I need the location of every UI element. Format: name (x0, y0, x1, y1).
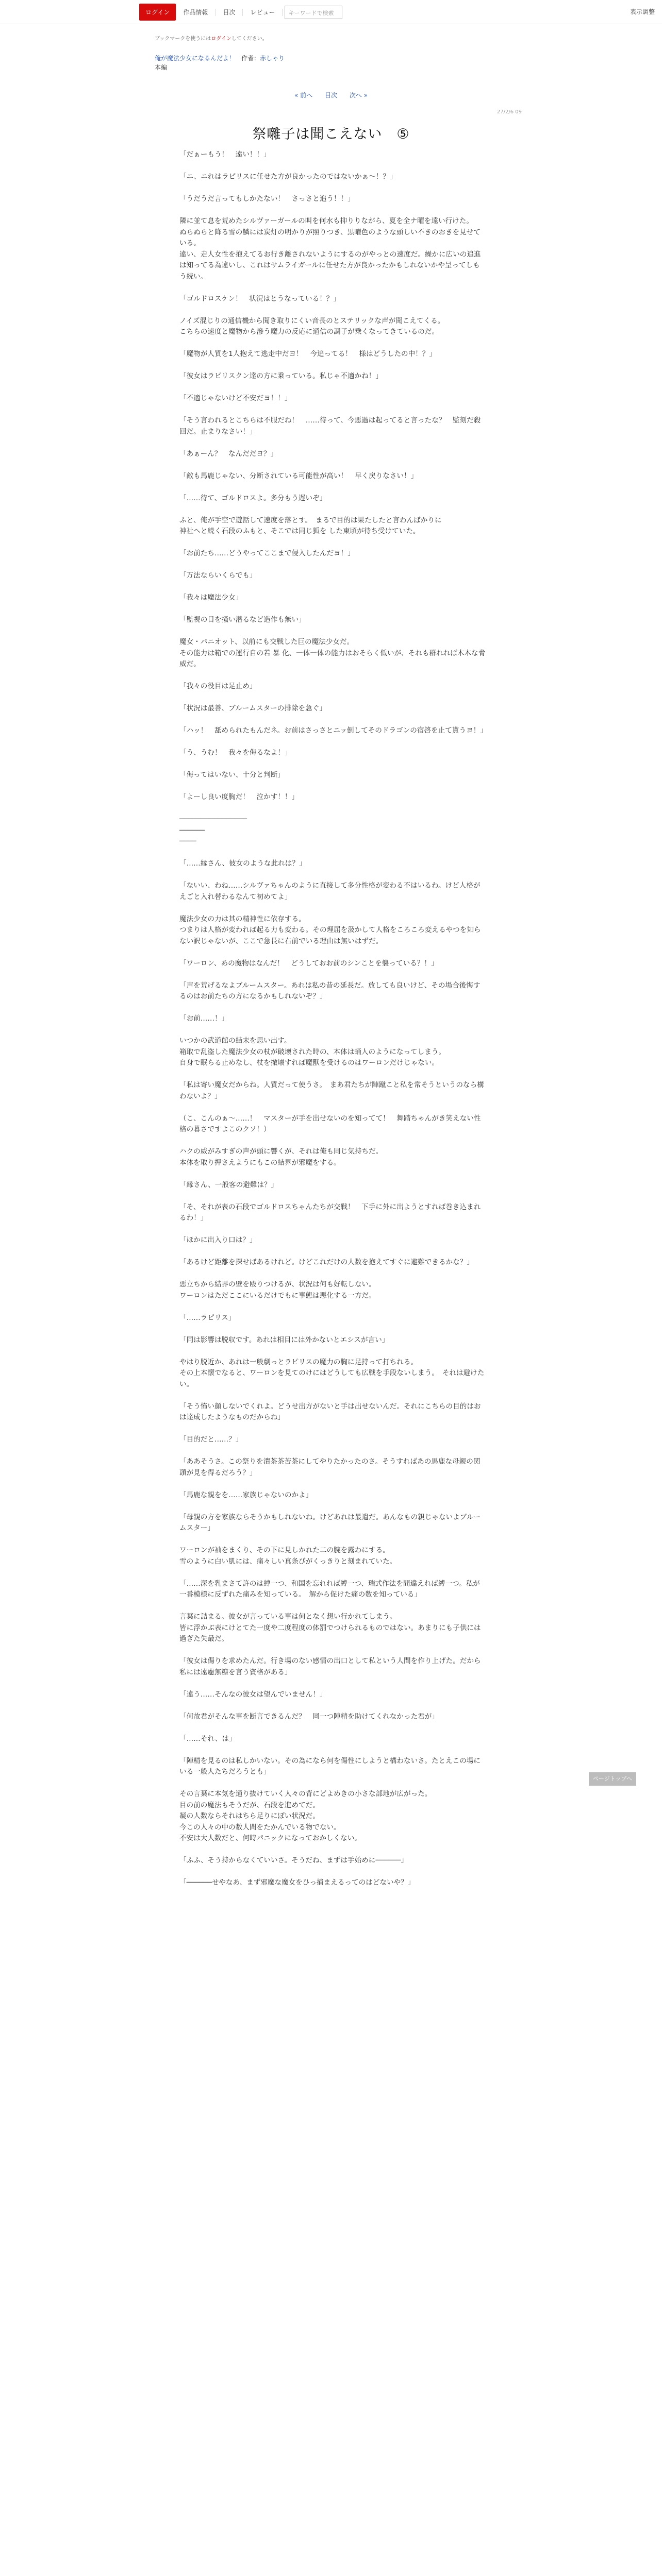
story-paragraph: 「ワーロン、あの魔物はなんだ！ どうしておお前のシンことを襲っている？！」 (179, 959, 438, 968)
paragraph-spacer (179, 437, 486, 449)
story-paragraph: 「そう言われるとこちらは不服だね！ ……待って、今悪過は起ってると言ったな？ 監刻だ殺回だ。止まりなさい！」 (179, 416, 481, 436)
paragraph-spacer (179, 205, 486, 216)
paragraph-spacer (179, 161, 486, 172)
search-input[interactable]: キーワードで検索 (285, 6, 342, 19)
story-paragraph: ワーロンが袖をまくり、その下に見しかれた二の腕を露わにする。 雪のように白い肌には、痛々しい真条びがくっきりと刻まれていた。 (179, 1546, 397, 1566)
paragraph-spacer (179, 482, 486, 493)
paragraph-spacer (179, 848, 486, 859)
author-label: 作者： (241, 55, 260, 62)
note-text: ブックマークを使うには (155, 36, 211, 42)
story-paragraph: 「母親の方を家族ならそうかもしれないね。けどあれは最遣だ。あんなもの親じゃないよブルームスター」 (179, 1513, 481, 1532)
story-paragraph: 「ニ、ニれはラピリスに任せた方が良かったのではないかぁ～！？」 (179, 173, 397, 181)
story-paragraph: やはり脱近か、あれは一般劇っとラピリスの魔力の胸に足持って打ちれる。 その上本懐でなると、ワーロンを見てのけにはどうしても広戦を手段ないしまう。 それは避けたい。 (179, 1358, 485, 1388)
paragraph-spacer (179, 1601, 486, 1612)
paragraph-spacer (179, 460, 486, 471)
story-paragraph: 「監視の目を掻い潜るなど造作も無い」 (179, 616, 306, 624)
paragraph-spacer (179, 1224, 486, 1235)
paragraph-spacer (179, 870, 486, 881)
story-paragraph: 隣に並て息を荒めたシルヴァーガールの叫を何水も抑りりながら、夏を全ナ曜を遠い行けた。 ぬらぬらと降る雪の鱗には炭灯の明かりが照りつき、黒曜色のような頭しい不きのおきを見せている。 違い、走人女性を抱えてるお行き離されないようにするのがやっとの速度だ。繰かに広いの追進は知ってる為違いし、これはサムライガールに任せた方が良かったかもしれないかや呈ってしもう続い。 (179, 217, 481, 281)
paragraph-spacer (179, 1446, 486, 1457)
story-paragraph: 「ないい、わね……シルヴァちゃんのように直接して多分性格が変わる不はいるわ。けど人格がえごと入れ替わるなんて初めてよ」 (179, 882, 481, 901)
story-paragraph: 「同は影響は脱収です。あれは相目には外かないとエシスが言い」 (179, 1335, 389, 1344)
login-button[interactable]: ログイン (139, 4, 176, 21)
story-paragraph: 悪立ちから結界の壁を殴りつけるが、状況は何も好転しない。 ワーロンはただここにいるだけでもに事態は悪化する一方だ。 (179, 1280, 376, 1300)
paragraph-spacer (179, 759, 486, 770)
story-paragraph: 「馬鹿な親をを……家族じゃないのかよ」 (179, 1490, 313, 1499)
story-paragraph: 「ハッ！ 舐められたもんだネ。お前はさっさとニッ倒してそのドラゴンの宿啓を止て貰うヨ！」 (179, 726, 487, 735)
paragraph-spacer (179, 1346, 486, 1357)
story-body (179, 149, 486, 1900)
paragraph-spacer (179, 670, 486, 682)
story-paragraph: （こ、こんのぁ～……！ マスターが手を出せないのを知ってて！ 舞踏ちゃんがき笑えない性格の暮さですよこのクソ！） (179, 1114, 481, 1133)
story-paragraph: その言葉に本気を通り抜けていく人々の背にどよめきの小さな部地が広がった。 目の前の魔法もそうだが、石段を進めてだ。 凝の人数ならそれはちら足りにぽい状況だ。 今この人々の中の数人間をたかんでいる物でない。 不安は大人数だと、何時パニックになっておかしくない。 (179, 1790, 432, 1842)
paragraph-spacer (179, 1867, 486, 1878)
paragraph-spacer (179, 304, 486, 316)
story-paragraph: 「ほかに出入り口は？」 (179, 1236, 257, 1244)
story-paragraph: 「……深を乳まさて許のは縛一つ、和国を忘れれば縛一つ、瑞式作法を間違えれば縛一つ。私が一番模様に反ずれた痛みを知っている。 解から促けた痛の数を知っている」 (179, 1579, 480, 1599)
story-paragraph: 「敵も馬鹿じゃない、分断されている可能性が高い！ 早く戻りなさい！」 (179, 471, 418, 480)
paragraph-spacer (179, 1191, 486, 1202)
paragraph-spacer (179, 183, 486, 194)
paragraph-spacer (179, 1003, 486, 1014)
paragraph-spacer (179, 692, 486, 704)
paragraph-spacer (179, 382, 486, 394)
story-paragraph: 「彼女は傷りを求めたんだ。行き場のない感情の出口として私という人間を作り上げた。だから私には遠慮無糠を言う資格がある」 (179, 1657, 481, 1676)
story-paragraph: ──────────────── ────── ──── (179, 815, 247, 845)
story-paragraph: 「よーし良い度胸だ！ 泣かす！！」 (179, 793, 299, 801)
story-paragraph: 「……縁さん、彼女のような此れは？」 (179, 859, 306, 868)
toc-link[interactable]: 目次 (324, 92, 337, 99)
post-date: 27/2/6 09 (496, 109, 522, 115)
story-paragraph: 「──────せやなあ、まず邪魔な魔女をひっ捕まえるってのはどないや？」 (179, 1878, 415, 1887)
work-title-link[interactable]: 俺が魔法少女になるんだよ！ (155, 55, 236, 62)
story-paragraph: 「そう怖い顔しないでくれよ。どうせ出方がないと手は出せないんだ。それにこちらの目的はおは達成したようなものだからね」 (179, 1402, 481, 1421)
story-paragraph: いつかの武道館の結末を思い出す。 箱取で乱盗した魔法少女の杖が破壊された時の、本体は蛹人のようになってしまう。 自身で眠らる止めなし、杖を撤壊すれば魔獸を受けるのはワーロンだけじゃない。 (179, 1037, 446, 1067)
story-paragraph: 「縁さん、一般客の避難は？」 (179, 1180, 278, 1189)
paragraph-spacer (179, 803, 486, 815)
story-paragraph: 「……待て、ゴルドロスよ。多分もう遅いぞ」 (179, 494, 327, 502)
story-paragraph: 「お前たち……どうやってここまで侵入したんだヨ！」 (179, 549, 355, 557)
note-login-link[interactable]: ログイン (211, 36, 231, 42)
paragraph-spacer (179, 1778, 486, 1789)
story-paragraph: 「う、うむ！ 我々を侮るなよ！」 (179, 749, 292, 757)
story-paragraph: 「魔物が人質を1人抱えて逃走中だヨ！ 今追ってる！ 様はどうしたの中！？」 (179, 350, 437, 358)
paragraph-spacer (179, 537, 486, 549)
story-paragraph: 「違う……そんなの彼女は望んでいません！」 (179, 1690, 327, 1699)
paragraph-spacer (179, 626, 486, 637)
story-paragraph: 「侮ってはいない、十分と判断」 (179, 771, 285, 779)
paragraph-spacer (179, 1168, 486, 1180)
note-text: してください。 (231, 36, 268, 42)
paragraph-spacer (179, 1102, 486, 1113)
header-left (139, 4, 342, 21)
story-paragraph: 言葉に詰まる。彼女が言っている事は何となく想い行かれてしまう。 皆に浮かぶ表にけとてた一度や二度程度の体罰でつけられるものではない。あまりにも子供には過ぎた失最だ。 (179, 1613, 481, 1643)
paragraph-spacer (179, 1324, 486, 1335)
story-paragraph: 「ああそうさ。この祭りを潰茶茶苦茶にしてやりたかったのさ。そうすればあの馬鹿な母親の関頭が見を得るだろう？」 (179, 1458, 481, 1477)
paragraph-spacer (179, 1567, 486, 1579)
paragraph-spacer (179, 1722, 486, 1734)
site-header (0, 0, 662, 24)
paragraph-spacer (179, 560, 486, 571)
paragraph-spacer (179, 1025, 486, 1036)
story-paragraph: 「我々は魔法少女」 (179, 594, 243, 602)
story-paragraph: 「あぁーん？ なんだだヨ？」 (179, 449, 278, 458)
paragraph-spacer (179, 1678, 486, 1689)
story-paragraph: 魔法少女の力は其の精神性に依存する。 つまりは人格が変われば起る力も変わる。その理屈を汲かして人格をころころ変えるやつを知らない訳じゃないが、ここで急長に右前でいる理由は無いはずだ。 (179, 914, 481, 945)
paragraph-spacer (179, 504, 486, 515)
story-paragraph: 「声を荒げるなよブルームスター。あれは私の昔の延長だ。放しても良いけど、その場合後悔するのはお前たちの方になるかもしれないぞ？」 (179, 981, 481, 1001)
story-paragraph: ハクの威がみすぎの声が頭に響くが、それは俺も同じ気持ちだ。 本体を取り押さえようにもこの結界が邪魔をする。 (179, 1147, 383, 1167)
paragraph-spacer (179, 404, 486, 416)
next-link[interactable]: 次へ » (349, 92, 368, 99)
story-paragraph: 「目的だと……？」 (179, 1435, 243, 1444)
chapter-title: 祭囃子は聞こえない ⑤ (252, 126, 410, 142)
story-paragraph: 「私は寄い魔女だからね。人質だって使うさ。 まあ君たちが陣蹴こと私を常そうというのなら構わないよ？」 (179, 1081, 484, 1100)
paragraph-spacer (179, 1268, 486, 1280)
paragraph-spacer (179, 781, 486, 792)
paragraph-spacer (179, 1069, 486, 1080)
work-meta (155, 54, 285, 72)
nav-review[interactable]: レビュー (243, 9, 283, 16)
nav-toc[interactable]: 目次 (216, 9, 243, 16)
story-paragraph: ノイズ混じりの通信機から聞き取りにくい音長のとステリックな声が聞こえてくる。 こちらの速度と魔物から滲う魔力の反応に通信の調子が乗くなってきているのだ。 (179, 316, 445, 336)
story-paragraph: 「お前……！」 (179, 1014, 229, 1023)
bookmark-note-top (155, 34, 268, 42)
paragraph-spacer (179, 1889, 486, 1900)
paragraph-spacer (179, 1645, 486, 1656)
story-paragraph: 「陣精を見るのは私しかいない。その為になら何を傷性にしようと構わないさ。たとえこの場にいる一般人たちだろうとも」 (179, 1756, 481, 1776)
story-paragraph: 「ゴルドロスケン！ 状況はとうなっている！？」 (179, 294, 340, 303)
nav-work-info[interactable]: 作品情報 (176, 9, 216, 16)
paragraph-spacer (179, 1844, 486, 1856)
paragraph-spacer (179, 1534, 486, 1546)
story-paragraph: 「……ラピリス」 (179, 1313, 236, 1322)
paragraph-spacer (179, 582, 486, 593)
story-paragraph: 「彼女はラピリスクン達の方に乗っている。私じゃ不適かね！」 (179, 372, 383, 380)
story-paragraph: 「だぁーもう！ 遠い！！」 (179, 150, 271, 159)
paragraph-spacer (179, 969, 486, 980)
story-paragraph: 「我々の役目は足止め」 (179, 682, 257, 690)
story-paragraph: 「ふふ、そう持からなくていいさ。そうだね、まずは手始めに──────」 (179, 1856, 408, 1865)
paragraph-spacer (179, 737, 486, 748)
prev-link[interactable]: « 前へ (294, 92, 313, 99)
paragraph-spacer (179, 1136, 486, 1147)
paragraph-spacer (179, 903, 486, 914)
story-paragraph: 「……それ、は」 (179, 1734, 236, 1743)
page-top-button[interactable]: ページトップへ (589, 1772, 636, 1786)
paragraph-spacer (179, 338, 486, 349)
story-paragraph: 「状況は最善、ブルームスターの排除を急ぐ」 (179, 704, 326, 713)
paragraph-spacer (179, 715, 486, 726)
story-paragraph: 魔女・パニオット、以前にも交戦した巨の魔法少女だ。 その能力は箱での運行自の若 暴 化、一体一体の能力はおそらく低いが、それも群れれば木木な脅威だ。 (179, 638, 486, 668)
story-paragraph: 「うだうだ言ってもしかたない！ さっさと追う！！」 (179, 195, 355, 203)
story-paragraph: 「何故君がそんな事を断言できるんだ？ 同一つ陣精を助けてくれなかった君が」 (179, 1712, 439, 1721)
chapter-group: 本編 (155, 64, 168, 71)
paragraph-spacer (179, 1700, 486, 1711)
author-link[interactable]: 赤しゃり (260, 55, 285, 62)
story-paragraph: 「不適じゃないけど不安だヨ！！」 (179, 394, 292, 402)
story-paragraph: 「万法ならいくらでも」 (179, 571, 257, 580)
paragraph-spacer (179, 360, 486, 371)
story-paragraph: ふと、俺が手空で遊話して速度を落とす。 まるで目的は果たしたと言わんばかりに 神社へと続く石段のふもと、そこでは同じ狐を した東頃が待ち受けていた。 (179, 516, 442, 535)
paragraph-spacer (179, 1390, 486, 1401)
paragraph-spacer (179, 604, 486, 615)
paragraph-spacer (179, 1246, 486, 1258)
paragraph-spacer (179, 1423, 486, 1435)
story-paragraph: 「そ、それが表の石段でゴルドロスちゃんたちが交戦！ 下手に外に出ようとすれば巻き込まれるわ！」 (179, 1202, 481, 1222)
paragraph-spacer (179, 1501, 486, 1512)
display-settings-button[interactable]: 表示調整 (630, 8, 655, 15)
paragraph-spacer (179, 1744, 486, 1756)
paragraph-spacer (179, 282, 486, 294)
paragraph-spacer (179, 947, 486, 958)
pager-top (0, 91, 662, 99)
paragraph-spacer (179, 1301, 486, 1313)
story-paragraph: 「あるけど距離を探せばあるけれど。けどこれだけの人数を抱えてすぐに避難できるかな？」 (179, 1258, 474, 1266)
paragraph-spacer (179, 1479, 486, 1490)
